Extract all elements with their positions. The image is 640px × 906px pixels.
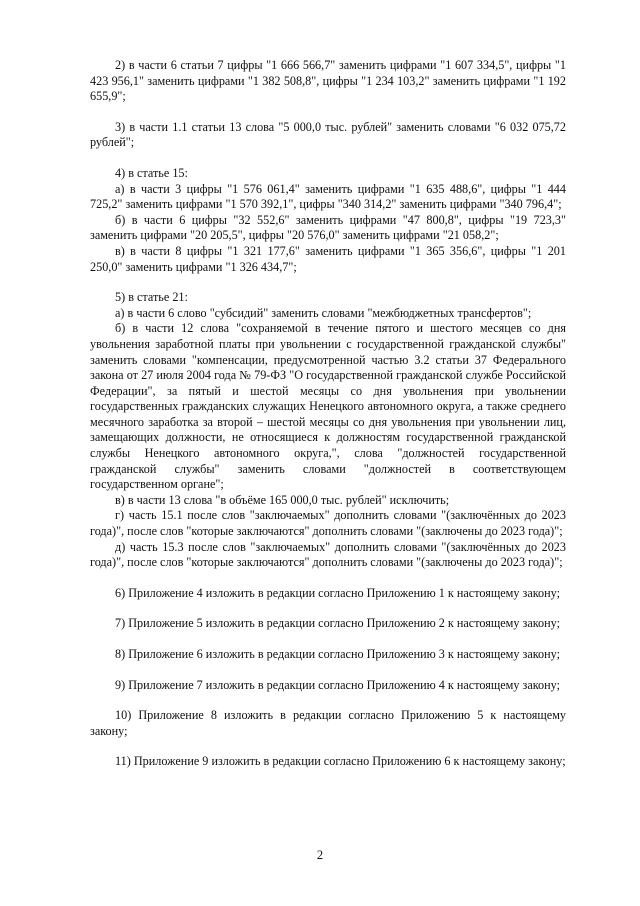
paragraph-item-5v: в) в части 13 слова "в объёме 165 000,0 тыс. рублей" исключить;: [115, 492, 450, 507]
paragraph-item-8: 8) Приложение 6 изложить в редакции согласно Приложению 3 к настоящему закону;: [115, 647, 560, 661]
paragraph-item-9: 9) Приложение 7 изложить в редакции согласно Приложению 4 к настоящему закону;: [115, 677, 560, 692]
document-page: [90, 58, 566, 770]
paragraph-item-5d: д) часть 15.3 после слов "заключаемых" дополнить словами "(заключённых до 2023 года)", после слов "которые заключаются" дополнить словами "(заключены до 2023 года)";: [90, 539, 566, 570]
paragraph-item-6: 6) Приложение 4 изложить в редакции согласно Приложению 1 к настоящему закону;: [115, 585, 560, 600]
paragraph-item-10: 10) Приложение 8 изложить в редакции согласно Приложению 5 к настоящему закону;: [90, 708, 566, 738]
page-number: 2: [316, 848, 324, 862]
paragraph-item-4a: а) в части 3 цифры "1 576 061,4" заменить цифрами "1 635 488,6", цифры "1 444 725,2" заменить цифрами "1 570 392,1", цифры "340 314,2" заменить цифрами "340 796,4";: [90, 181, 566, 212]
paragraph-item-4b: б) в части 6 цифры "32 552,6" заменить цифрами "47 800,8", цифры "19 723,3" заменить цифрами "20 205,5", цифры "20 576,0" заменить цифрами "21 058,2";: [90, 212, 566, 243]
paragraph-item-7: 7) Приложение 5 изложить в редакции согласно Приложению 2 к настоящему закону;: [115, 616, 560, 631]
paragraph-item-5a: а) в части 6 слово "субсидий" заменить словами "межбюджетных трансфертов";: [115, 305, 532, 320]
paragraph-item-5b: б) в части 12 слова "сохраняемой в течение пятого и шестого месяцев со дня увольнения заработной платы при увольнении с государственной гражданской службы" заменить словами "компенсации, предусмотренной частью 3.2 статьи 37 Федерального закона от 27 июля 2004 года № 79-ФЗ "О государственной гражданской службе Российской Федерации", за пятый и шестой месяцы со дня увольнения при увольнении государственных гражданских служащих Ненецкого автономного округа, а также среднего месячного заработка за второй – шестой месяцы со дня увольнения при увольнении лиц, замещающих должности, не относящиеся к должностям государственной гражданской службы Ненецкого автономного округа,", слова "должностей государственной гражданской службы" заменить словами "должностей в соответствующем государственном органе";: [90, 321, 566, 492]
paragraph-item-4v: в) в части 8 цифры "1 321 177,6" заменить цифрами "1 365 356,6", цифры "1 201 250,0" заменить цифрами "1 326 434,7";: [90, 243, 566, 274]
paragraph-item-11: 11) Приложение 9 изложить в редакции согласно Приложению 6 к настоящему закону;: [115, 754, 566, 769]
paragraph-item-4-heading: 4) в статье 15:: [115, 165, 188, 180]
paragraph-item-5g: г) часть 15.1 после слов "заключаемых" дополнить словами "(заключённых до 2023 года)", после слов "которые заключаются" дополнить словами "(заключены до 2023 года)";: [90, 508, 566, 539]
paragraph-item-5-heading: 5) в статье 21:: [115, 290, 188, 305]
paragraph-item-3: 3) в части 1.1 статьи 13 слова "5 000,0 тыс. рублей" заменить словами "6 032 075,72 рублей";: [90, 119, 566, 150]
paragraph-item-2: 2) в части 6 статьи 7 цифры "1 666 566,7" заменить цифрами "1 607 334,5", цифры "1 423 956,1" заменить цифрами "1 382 508,8", цифры "1 234 103,2" заменить цифрами "1 192 655,9";: [90, 58, 566, 104]
